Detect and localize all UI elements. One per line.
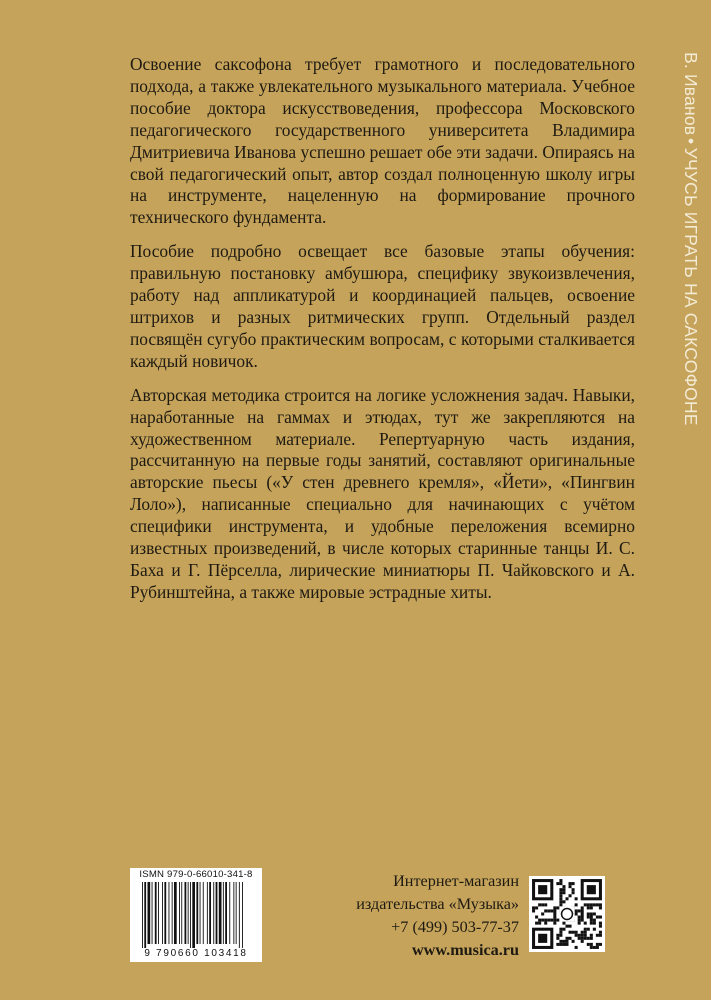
barcode-bars [140,882,252,948]
publisher-label: издательства «Музыка» [356,895,519,913]
spine-book-title: УЧУСЬ ИГРАТЬ НА САКСОФОНЕ [681,147,701,426]
barcode [130,868,262,962]
ismn-label: ISMN 979-0-66010-341-8 [139,869,253,880]
website-link[interactable]: www.musica.ru [411,941,519,959]
publisher-contacts [259,870,519,962]
spine-separator: • [681,138,701,145]
barcode-digits: 9 790660 103418 [144,948,248,959]
spine-author: В. Иванов [681,52,701,136]
paragraph-1: Освоение саксофона требует грамотного и последовательного подхода, а также увлекательного музыкального материала. Учебное пособие доктора искусствоведения, профессора Московского педагогического государственного университета Владимира Дмитриевича Иванова успешно решает обе эти задачи. Опираясь на свой педагогический опыт, автор создал полноценную школу игры на инструменте, нацеленную на формирование прочного технического фундамента. [130,54,635,228]
qr-code [529,876,605,952]
paragraph-2: Пособие подробно освещает все базовые этапы обучения: правильную постановку амбушюра, специфику звукоизвлечения, работу над аппликатурой и координацией пальцев, освоение штрихов и разных ритмических групп. Отдельный раздел посвящён сугубо практическим вопросам, с которыми сталкивается каждый новичок. [130,241,635,371]
spine-title [673,52,701,952]
qr-code-icon [529,876,605,952]
paragraph-3: Авторская методика строится на логике усложнения задач. Навыки, наработанные на гаммах и этюдах, тут же закрепляются на художественном материале. Репертуарную часть издания, рассчитанную на первые годы занятий, составляют оригинальные авторские пьесы («У стен древнего кремля», «Йети», «Пингвин Лоло»), написанные специально для начинающих с учётом специфики инструмента, и удобные переложения всемирно известных произведений, в числе которых старинные танцы И. С. Баха и Г. Пёрселла, лирические миниатюры П. Чайковского и А. Рубинштейна, а также мировые эстрадные хиты. [130,384,635,602]
shop-label: Интернет-магазин [393,872,519,890]
description-text [130,54,635,616]
phone-number: +7 (499) 503-77-37 [391,918,519,936]
